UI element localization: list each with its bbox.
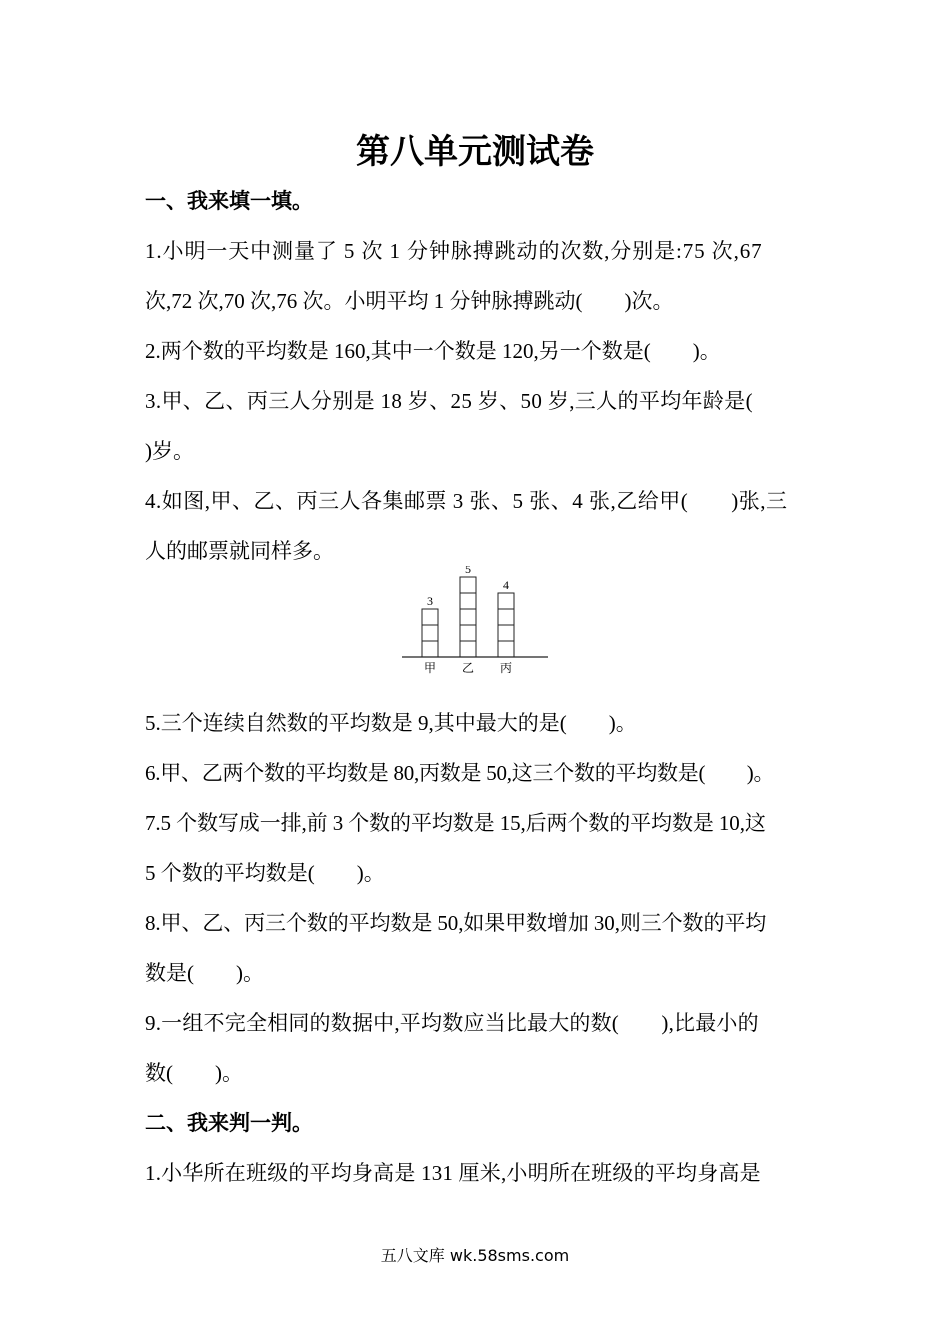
stamp-square [460,577,476,593]
question-9-line-1: 9.一组不完全相同的数据中,平均数应当比最大的数( ),比最小的 [145,1011,759,1035]
question-8-line-1: 8.甲、乙、丙三个数的平均数是 50,如果甲数增加 30,则三个数的平均 [145,911,767,935]
stamp-square [460,593,476,609]
stamp-square [422,625,438,641]
stamp-square [422,609,438,625]
section-heading-fill: 一、我来填一填。 [145,189,313,213]
stack-person-label: 丙 [499,661,513,675]
stamp-square [422,641,438,657]
page-title: 第八单元测试卷 [356,132,594,172]
footer-watermark: 五八文库 wk.58sms.com [380,1246,570,1265]
stamp-square [498,625,514,641]
question-9-line-2: 数( )。 [145,1061,243,1085]
question-7-line-1: 7.5 个数写成一排,前 3 个数的平均数是 15,后两个数的平均数是 10,这 [145,811,766,835]
stamp-square [460,625,476,641]
question-6-line-1: 6.甲、乙两个数的平均数是 80,丙数是 50,这三个数的平均数是( )。 [145,761,775,785]
question-8-line-2: 数是( )。 [145,961,264,985]
question-3-line-1: 3.甲、乙、丙三人分别是 18 岁、25 岁、50 岁,三人的平均年龄是( [145,389,753,413]
stamp-square [498,593,514,609]
question-2-line-1: 2.两个数的平均数是 160,其中一个数是 120,另一个数是( )。 [145,339,721,363]
stamp-square [460,641,476,657]
stack-count-label: 5 [465,566,471,576]
question-1-line-1: 1.小明一天中测量了 5 次 1 分钟脉搏跳动的次数,分别是:75 次,67 [145,239,763,263]
stack-person-label: 乙 [461,661,475,675]
question-7-line-2: 5 个数的平均数是( )。 [145,861,385,885]
question-1-line-2: 次,72 次,70 次,76 次。小明平均 1 分钟脉搏跳动( )次。 [145,289,674,313]
stack-count-label: 4 [503,578,509,592]
section-heading-judge: 二、我来判一判。 [145,1111,313,1135]
question-3-line-2: )岁。 [145,439,194,463]
stamp-square [460,609,476,625]
stamp-square [498,609,514,625]
stamp-stack-figure [400,566,550,678]
stack-person-label: 甲 [423,661,437,675]
question-4-line-2: 人的邮票就同样多。 [145,539,334,563]
question-4-line-1: 4.如图,甲、乙、丙三人各集邮票 3 张、5 张、4 张,乙给甲( )张,三 [145,489,788,513]
stack-count-label: 3 [427,594,433,608]
question-5-line-1: 5.三个连续自然数的平均数是 9,其中最大的是( )。 [145,711,637,735]
judge-question-1-line-1: 1.小华所在班级的平均身高是 131 厘米,小明所在班级的平均身高是 [145,1161,761,1185]
stamp-square [498,641,514,657]
